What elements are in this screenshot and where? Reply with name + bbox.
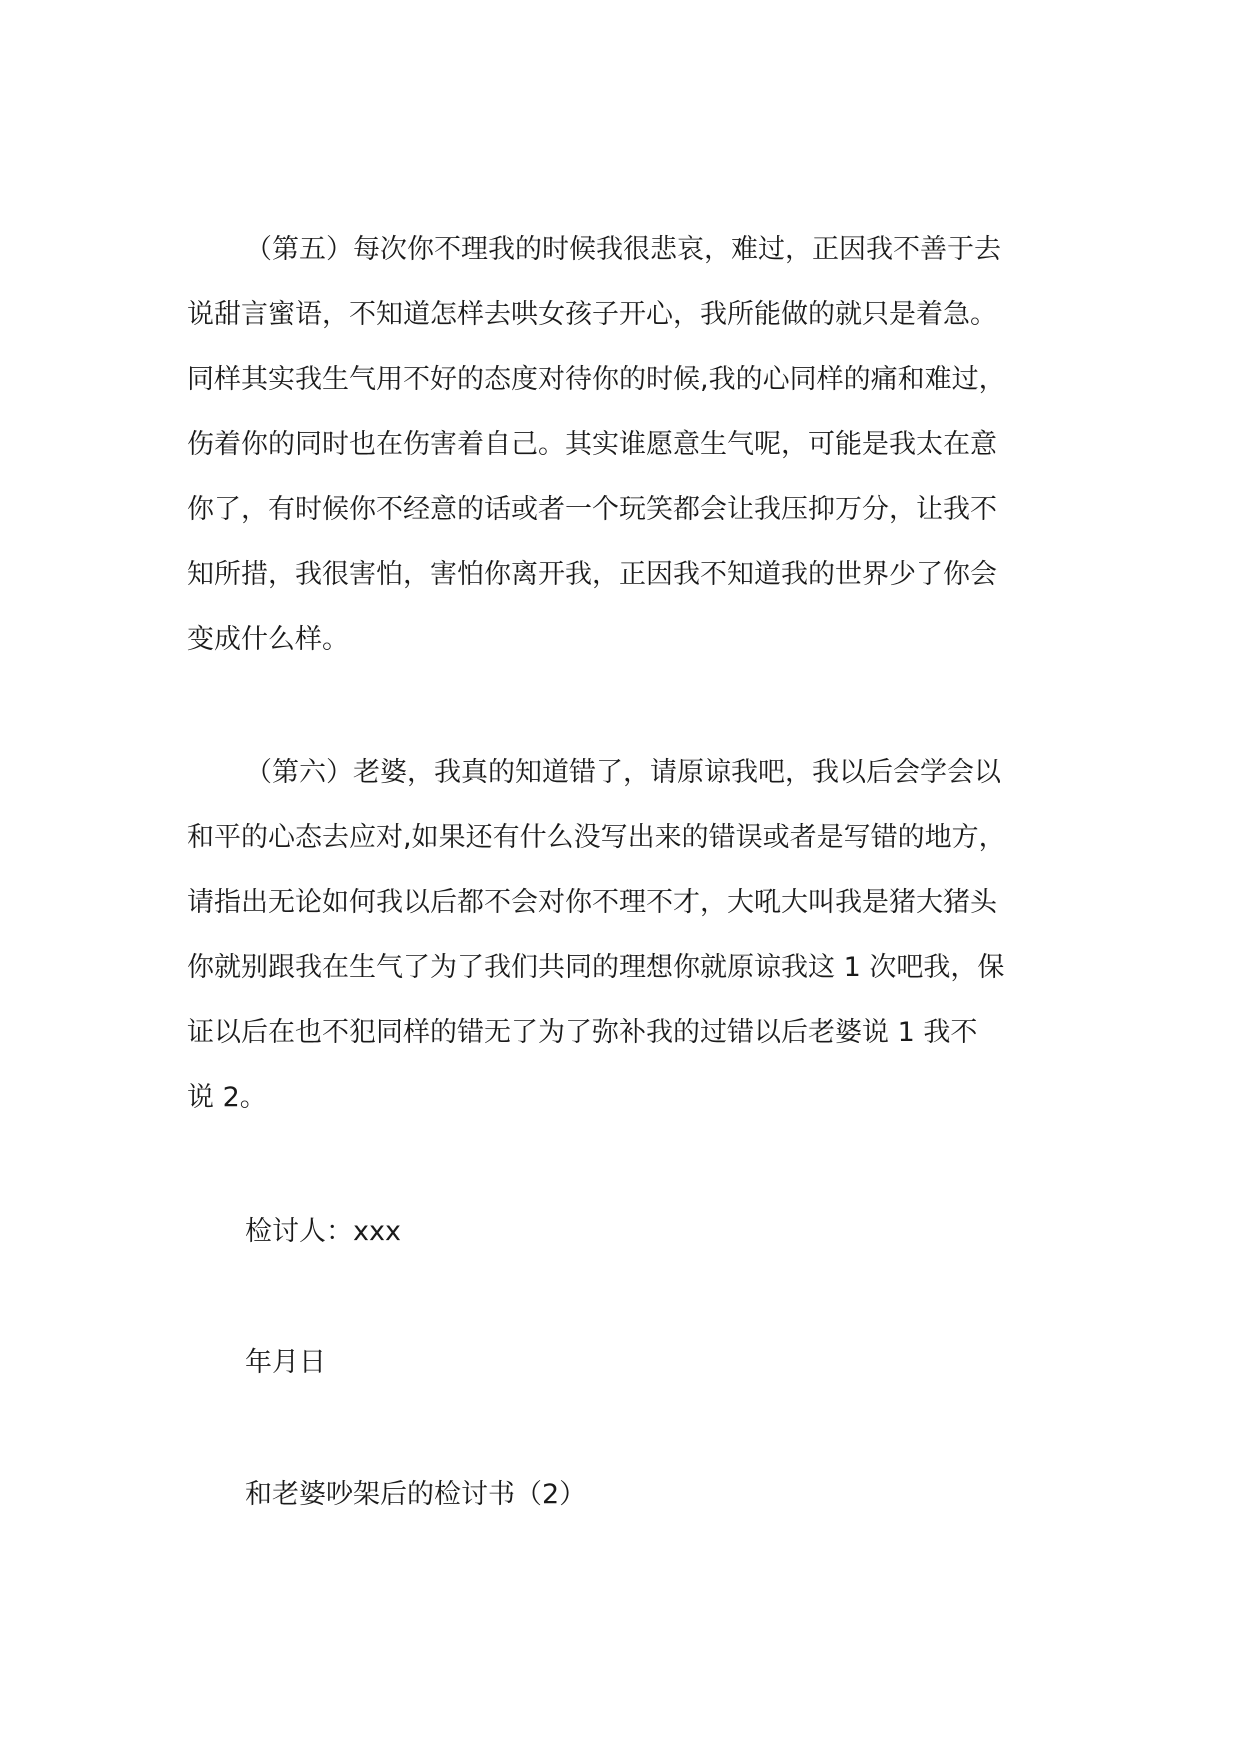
paragraph-line: （第六）老婆，我真的知道错了，请原谅我吧，我以后会学会以 [245, 757, 1001, 788]
paragraph-line: 证以后在也不犯同样的错无了为了弥补我的过错以后老婆说 1 我不 [187, 1017, 978, 1048]
paragraph-line: 说甜言蜜语，不知道怎样去哄女孩子开心，我所能做的就只是着急。 [187, 299, 997, 330]
signer-line: 检讨人：xxx [245, 1216, 401, 1247]
paragraph-line: （第五）每次你不理我的时候我很悲哀，难过，正因我不善于去 [245, 234, 1001, 265]
paragraph-sixth [187, 740, 1073, 1130]
paragraph-fifth [187, 217, 1073, 672]
paragraph-line: 说 2。 [187, 1082, 267, 1113]
next-section-title: 和老婆吵架后的检讨书（2） [245, 1479, 587, 1510]
paragraph-line: 知所措，我很害怕，害怕你离开我，正因我不知道我的世界少了你会 [187, 559, 997, 590]
paragraph-line: 请指出无论如何我以后都不会对你不理不才，大吼大叫我是猪大猪头 [187, 887, 997, 918]
paragraph-line: 同样其实我生气用不好的态度对待你的时候,我的心同样的痛和难过， [187, 364, 1006, 395]
paragraph-line: 你了，有时候你不经意的话或者一个玩笑都会让我压抑万分，让我不 [187, 494, 997, 525]
paragraph-line: 伤着你的同时也在伤害着自己。其实谁愿意生气呢，可能是我太在意 [187, 429, 997, 460]
paragraph-line: 变成什么样。 [187, 624, 349, 655]
paragraph-line: 你就别跟我在生气了为了我们共同的理想你就原谅我这 1 次吧我，保 [187, 952, 1005, 983]
date-line: 年月日 [245, 1347, 326, 1378]
paragraph-line: 和平的心态去应对,如果还有什么没写出来的错误或者是写错的地方， [187, 822, 1006, 853]
